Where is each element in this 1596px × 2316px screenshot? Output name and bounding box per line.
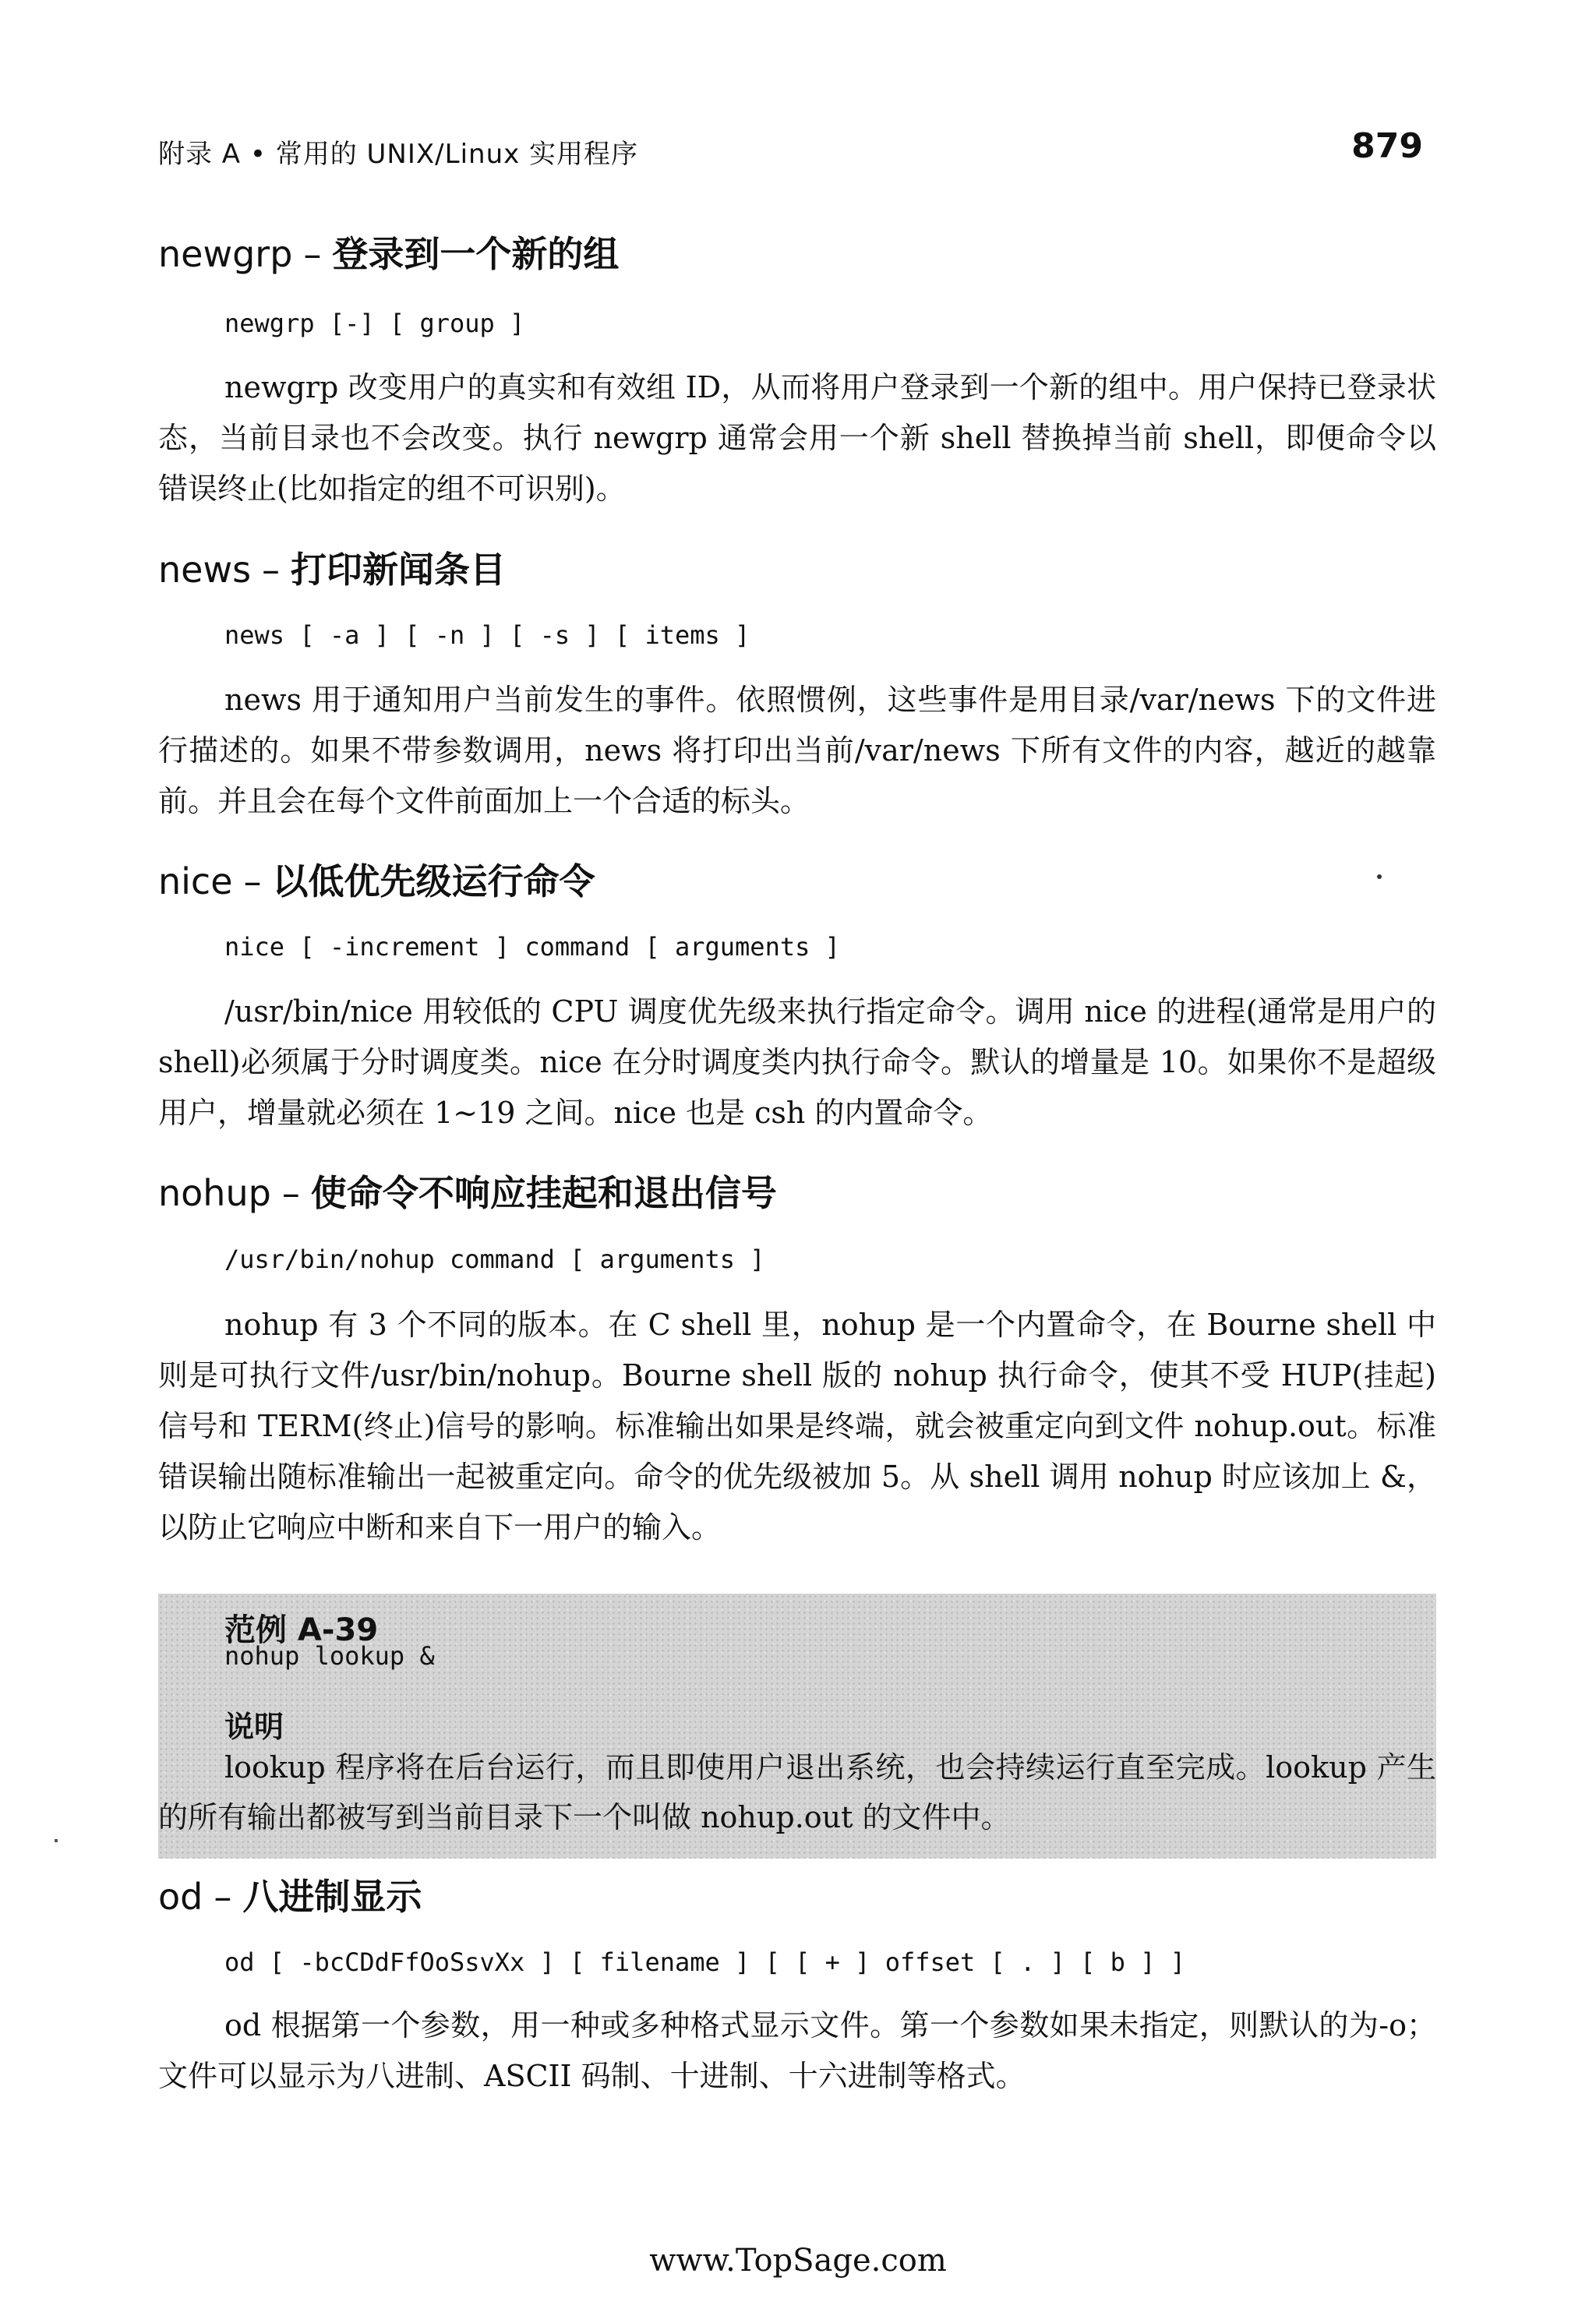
synopsis-news: news [ -a ] [ -n ] [ -s ] [ items ] (224, 620, 750, 650)
command-description: 八进制显示 (242, 1876, 422, 1918)
running-header: 附录 A • 常用的 UNIX/Linux 实用程序 (158, 139, 639, 170)
heading-dash: – (214, 1876, 232, 1918)
example-title: 范例 A-39 (224, 1612, 379, 1648)
paragraph-news: news 用于通知用户当前发生的事件。依照惯例，这些事件是用目录/var/news 下的文件进行描述的。如果不带参数调用，news 将打印出当前/var/news 下所有文件的内容，越近的越靠前。并且会在每个文件前面加上一个合适的标头。 (158, 683, 1436, 818)
synopsis-od: od [ -bcCDdFfOoSsvXx ] [ filename ] [ [ + ] offset [ . ] [ b ] ] (224, 1947, 1185, 1977)
example-code: nohup lookup & (224, 1641, 435, 1671)
section-heading-nice (158, 853, 595, 905)
synopsis-nice: nice [ -increment ] command [ arguments ] (224, 932, 840, 962)
footer-url: www.TopSage.com (649, 2243, 947, 2279)
paragraph-nice: /usr/bin/nice 用较低的 CPU 调度优先级来执行指定命令。调用 nice 的进程(通常是用户的 shell)必须属于分时调度类。nice 在分时调度类内执行命令。默认的增量是 10。如果你不是超级用户，增量就必须在 1~19 之间。nice 也是 csh 的内置命令。 (158, 994, 1436, 1130)
command-name: news (158, 549, 252, 591)
synopsis-nohup: /usr/bin/nohup command [ arguments ] (224, 1244, 765, 1274)
command-name: od (158, 1876, 203, 1918)
heading-dash: – (262, 549, 281, 591)
command-name: nohup (158, 1172, 271, 1214)
section-heading-news (158, 542, 506, 593)
heading-dash: – (243, 860, 262, 902)
section-heading-newgrp (158, 226, 619, 277)
synopsis-newgrp: newgrp [-] [ group ] (224, 309, 525, 338)
command-description: 以低优先级运行命令 (272, 860, 595, 902)
command-description: 使命令不响应挂起和退出信号 (310, 1172, 777, 1214)
example-note-paragraph: lookup 程序将在后台运行，而且即使用户退出系统，也会持续运行直至完成。lookup 产生的所有输出都被写到当前目录下一个叫做 nohup.out 的文件中。 (158, 1750, 1436, 1834)
paragraph-od: od 根据第一个参数，用一种或多种格式显示文件。第一个参数如果未指定，则默认的为-o；文件可以显示为八进制、ASCII 码制、十进制、十六进制等格式。 (158, 2008, 1436, 2093)
heading-dash: – (303, 233, 322, 275)
command-name: nice (158, 860, 233, 902)
page-number: 879 (1351, 126, 1423, 166)
margin-speck (55, 1839, 58, 1842)
command-description: 登录到一个新的组 (332, 233, 620, 275)
heading-dash: – (281, 1172, 300, 1214)
paragraph-nohup: nohup 有 3 个不同的版本。在 C shell 里，nohup 是一个内置命令，在 Bourne shell 中则是可执行文件/usr/bin/nohup。Bourne shell 版的 nohup 执行命令，使其不受 HUP(挂起)信号和 TERM(终止)信号的影响。标准输出如果是终端，就会被重定向到文件 nohup.out。标准错误输出随标准输出一起被重定向。命令的优先级被加 5。从 shell 调用 nohup 时应该加上 &，以防止它响应中断和来自下一用户的输入。 (158, 1308, 1436, 1545)
section-heading-od (158, 1869, 422, 1920)
example-note-label: 说明 (224, 1710, 284, 1744)
paragraph-newgrp: newgrp 改变用户的真实和有效组 ID，从而将用户登录到一个新的组中。用户保持已登录状态，当前目录也不会改变。执行 newgrp 通常会用一个新 shell 替换掉当前 shell，即便命令以错误终止(比如指定的组不可识别)。 (158, 370, 1436, 506)
command-name: newgrp (158, 233, 293, 275)
scan-speck (1377, 874, 1382, 879)
section-heading-nohup (158, 1165, 777, 1216)
command-description: 打印新闻条目 (291, 549, 507, 591)
